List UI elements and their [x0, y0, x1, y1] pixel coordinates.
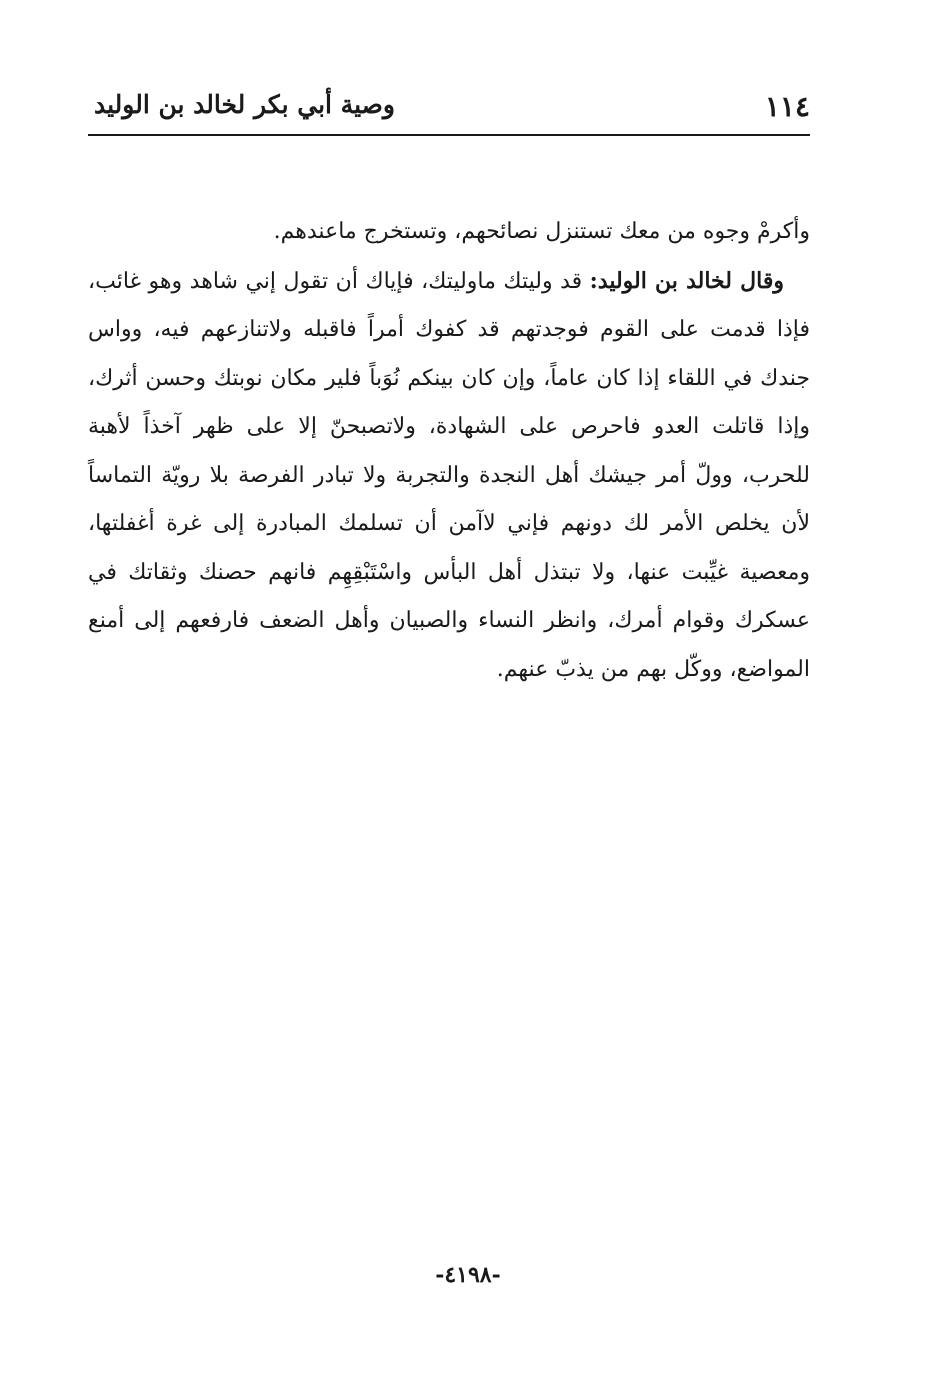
header-rule — [88, 134, 810, 136]
paragraph-1: وأكرمْ وجوه من معك تستنزل نصائحهم، وتستخرج ماعندهم. — [273, 219, 810, 244]
page-number: ١١٤ — [764, 90, 810, 123]
page-header — [88, 86, 810, 130]
speaker-label: وقال لخالد بن الوليد: — [589, 267, 784, 294]
paragraph-2 — [88, 257, 810, 695]
paragraph-2-text: قد وليتك ماوليتك، فإياك أن تقول إني شاهد وهو غائب، فإذا قدمت على القوم فوجدتهم قد كفوك أمراً فاقبله ولاتنازعهم فيه، وواس جندك في اللقاء إذا كان عاماً، وإن كان بينكم نُوَباً فلير مكان نوبتك وحسن أثرك، وإذا قاتلت العدو فاحرص على الشهادة، ولاتصبحنّ إلا على ظهر آخذاً لأهبة للحرب، وولّ أمر جيشك أهل النجدة والتجربة ولا تبادر الفرصة بلا رويّة التماساً لأن يخلص الأمر لك دونهم فإني لاآمن أن تسلمك المبادرة إلى غرة أغفلتها، ومعصية غيِّبت عنها، ولا تبتذل أهل البأس واسْتَبْقِهِم فانهم حصنك وثقاتك في عسكرك وقوام أمرك، وانظر النساء والصبيان وأهل الضعف فارفعهم إلى أمنع المواضع، ووكّل بهم من يذبّ عنهم. — [88, 268, 810, 682]
main-text — [88, 208, 810, 694]
folio-number: -٤١٩٨- — [435, 1262, 501, 1288]
running-title: وصية أبي بكر لخالد بن الوليد — [94, 90, 395, 119]
